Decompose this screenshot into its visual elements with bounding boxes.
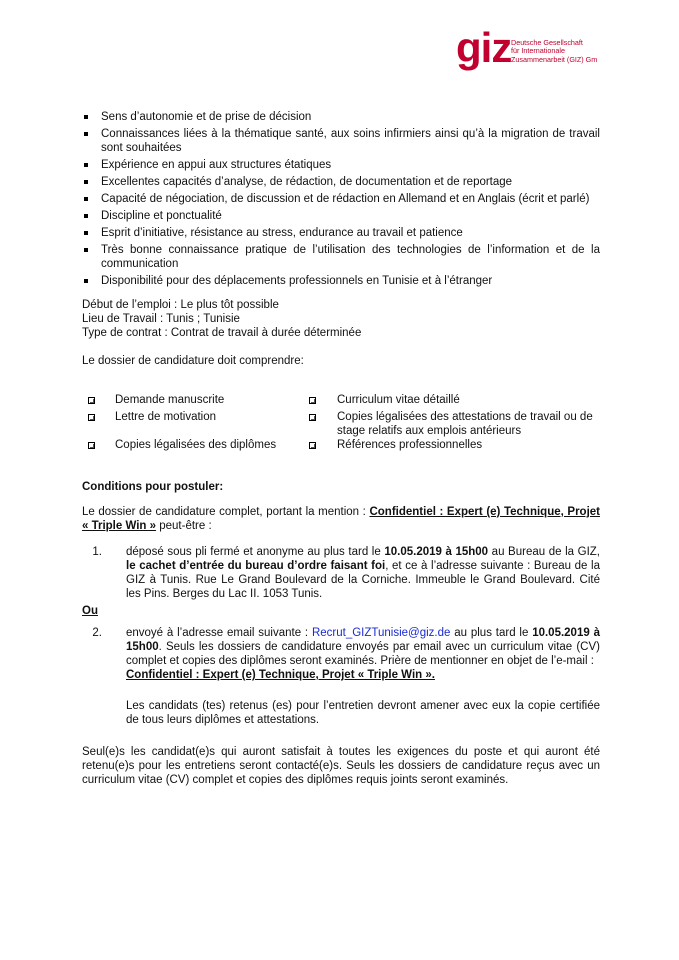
- or-label: Ou: [82, 605, 98, 617]
- doc-label: Lettre de motivation: [115, 411, 217, 423]
- org-line-2: für Internationale: [511, 46, 565, 56]
- option-1-deadline: 10.05.2019 à 15h00: [384, 546, 489, 558]
- doc-label: Références professionnelles: [337, 439, 483, 451]
- skill-item: Disponibilité pour des déplacements professionnels en Tunisie et à l’étranger: [82, 274, 600, 288]
- option-2-text: [126, 626, 600, 682]
- skill-item: Sens d’autonomie et de prise de décision: [82, 110, 600, 124]
- option-1-text-a: déposé sous pli fermé et anonyme au plus tard le: [126, 546, 381, 558]
- or-separator: [82, 604, 600, 618]
- option-1-text-c: , et ce à l’adresse suivante : Bureau de la GIZ à Tunis. Rue Le Grand Boulevard de la Corniche. Immeuble le Grand Boulevard. Cité les Pins. Berges du Lac II. 1053 Tunis.: [126, 560, 600, 600]
- option-2: [82, 626, 600, 727]
- conditions-intro: [82, 505, 600, 533]
- checkbox-icon: [309, 442, 316, 449]
- conditions-intro-text: Le dossier de candidature complet, portant la mention :: [82, 506, 366, 518]
- dossier-intro: Le dossier de candidature doit comprendre:: [82, 355, 304, 367]
- skills-list: [82, 110, 600, 291]
- mention-text: Confidentiel : Expert (e) Technique, Projet « Triple Win »: [82, 506, 601, 532]
- doc-label: Copies légalisées des diplômes: [115, 439, 277, 451]
- option-2-text-b: au plus tard le: [454, 627, 529, 639]
- closing-paragraph: Seul(e)s les candidat(e)s qui auront satisfait à toutes les exigences du poste et qui auront été retenu(e)s pour les entretiens seront contacté(e)s. Seuls les dossiers de candidature reçus avec un curriculum vitae (CV) complet et copies des diplômes requis joints seront examinés.: [82, 746, 600, 786]
- option-2-number: 2.: [92, 627, 102, 639]
- checkbox-icon: [88, 442, 95, 449]
- option-1-text-b: au Bureau de la GIZ,: [491, 546, 600, 558]
- doc-label: Demande manuscrite: [115, 394, 225, 406]
- skill-item: Esprit d’initiative, résistance au stress, endurance au travail et patience: [82, 226, 600, 240]
- doc-label: Copies légalisées des attestations de travail ou de stage relatifs aux emplois antérieurs: [337, 411, 593, 437]
- email-subject: Confidentiel : Expert (e) Technique, Projet « Triple Win ».: [126, 669, 435, 681]
- skill-item: Excellentes capacités d’analyse, de rédaction, de documentation et de reportage: [82, 175, 600, 189]
- checkbox-icon: [88, 397, 95, 404]
- giz-logo-mark: giz: [456, 24, 512, 71]
- skill-item: Capacité de négociation, de discussion et de rédaction en Allemand et en Anglais (écrit et parlé): [82, 192, 600, 206]
- option-2-text-c: . Seuls les dossiers de candidature envoyés par email avec un curriculum vitae (CV) complet et copies des diplômes seront examinés. Prière de mentionner en objet de l’e-mail :: [126, 641, 600, 667]
- job-location: Lieu de Travail : Tunis ; Tunisie: [82, 313, 240, 325]
- org-line-1: Deutsche Gesellschaft: [511, 38, 583, 47]
- conditions-title: Conditions pour postuler:: [82, 481, 224, 493]
- skill-item: Discipline et ponctualité: [82, 209, 600, 223]
- job-info: [82, 298, 600, 340]
- checkbox-icon: [309, 397, 316, 404]
- skill-item: Très bonne connaissance pratique de l’utilisation des technologies de l’information et de la communication: [82, 243, 600, 271]
- interview-note: Les candidats (tes) retenus (es) pour l’entretien devront amener avec eux la copie certifiée de tous leurs diplômes et attestations.: [126, 700, 600, 726]
- checkbox-icon: [88, 414, 95, 421]
- skill-item: Expérience en appui aux structures étatiques: [82, 158, 600, 172]
- skill-item: Connaissances liées à la thématique santé, aux soins infirmiers ainsi qu’à la migration de travail sont souhaitées: [82, 127, 600, 155]
- job-contract: Type de contrat : Contrat de travail à durée déterminée: [82, 327, 362, 339]
- giz-org-name: [511, 39, 641, 64]
- option-1-text: [126, 545, 600, 601]
- option-1: [82, 545, 600, 601]
- option-2-deadline: 10.05.2019 à 15h00: [126, 627, 600, 653]
- org-line-3: Zusammenarbeit (GIZ) Gm: [511, 54, 598, 64]
- job-start: Début de l’emploi : Le plus tôt possible: [82, 299, 279, 311]
- option-1-cachet: le cachet d’entrée du bureau d’ordre faisant foi: [126, 560, 386, 572]
- doc-label: Curriculum vitae détaillé: [337, 394, 460, 406]
- option-2-text-a: envoyé à l’adresse email suivante :: [126, 627, 309, 639]
- checkbox-icon: [309, 414, 316, 421]
- conditions-intro-end: peut-être :: [159, 520, 212, 532]
- option-1-number: 1.: [92, 546, 102, 558]
- conditions-heading: [82, 480, 600, 494]
- email-link[interactable]: Recrut_GIZTunisie@giz.de: [311, 627, 451, 639]
